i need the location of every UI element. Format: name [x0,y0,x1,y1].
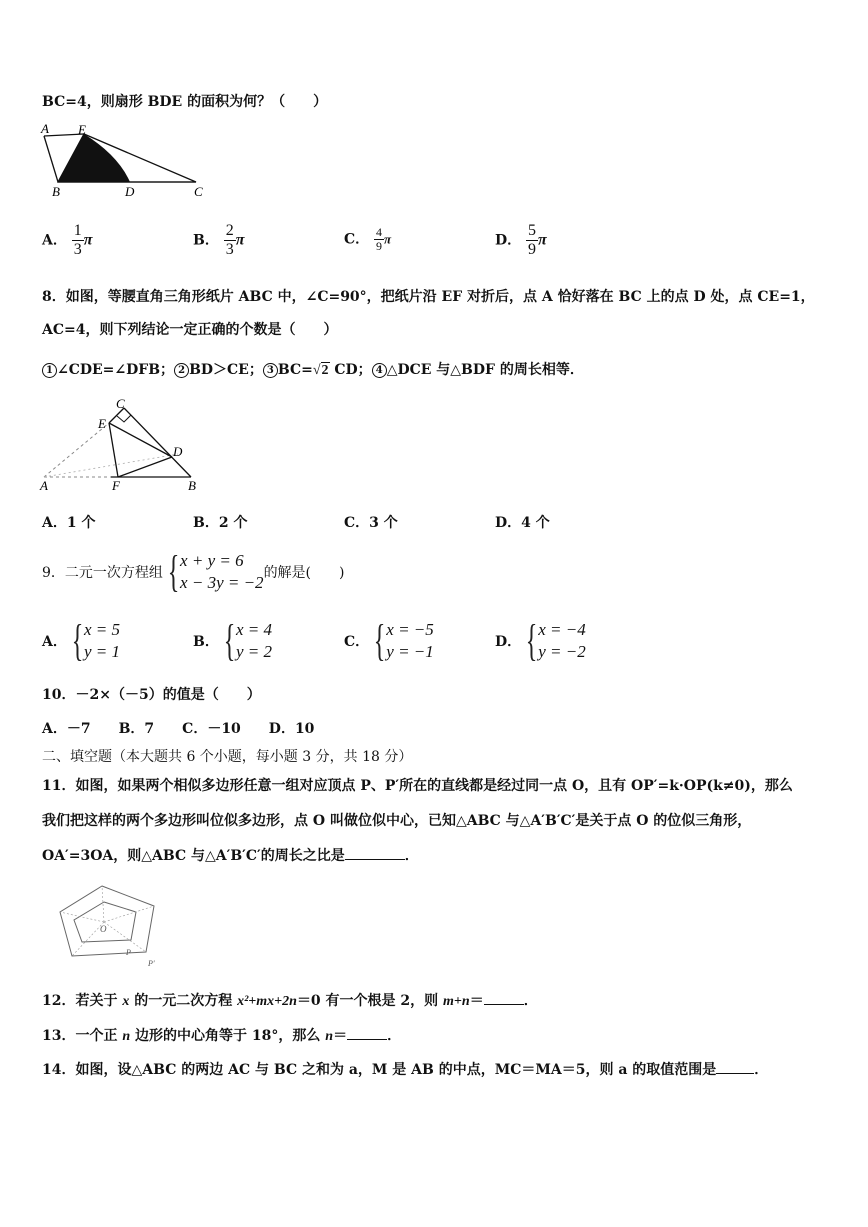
q8-line1: 8．如图，等腰直角三角形纸片 ABC 中，∠C=90°，把纸片沿 EF 对折后，点 A 恰好落在 BC 上的点 D 处，点 CE=1， [42,289,815,305]
q9-stem: 9．二元一次方程组 { x + y = 6 x − 3y = −2 的解是( ) [42,547,345,596]
answer-blank[interactable] [716,1073,754,1074]
q11-line1: 11．如图，如果两个相似多边形任意一组对应顶点 P、P′所在的直线都是经过同一点 O，且有 OP′=k·OP(k≠0)，那么 [42,778,793,794]
q10-stem: 10．－2×（－5）的值是（ ） [42,687,261,703]
q9-option-a: A． { x = 5 y = 1 [42,616,121,665]
section-heading: 二、填空题（本大题共 6 个小题，每小题 3 分，共 18 分） [42,749,413,765]
answer-blank[interactable] [484,1004,524,1005]
q7-label-c: C [194,184,203,199]
q8-option-d: D．4 个 [495,515,550,531]
q8-conclusions: 1 ∠CDE=∠DFB； 2 BD＞CE； 3 BC=√2 CD； 4 △DCE 与△BDF 的周长相等． [42,359,584,379]
q8-label-c: C [116,396,125,411]
q11-label-p: P [126,948,131,957]
q9-option-b: B． { x = 4 y = 2 [193,616,272,665]
q11-line2: 我们把这样的两个多边形叫位似多边形，点 O 叫做位似中心，已知△ABC 与△A′B′C′是关于点 O 的位似三角形， [42,813,752,829]
q8-figure [36,396,206,496]
q7-stem: BC=4，则扇形 BDE 的面积为何？（ ） [42,94,328,110]
q11-figure [50,880,165,970]
q14-stem: 14．如图，设△ABC 的两边 AC 与 BC 之和为 a，M 是 AB 的中点，MC＝MA＝5，则 a 的取值范围是 ． [42,1062,769,1078]
q11-label-o: O [100,924,107,934]
q7-label-e: E [78,122,86,137]
answer-blank[interactable] [347,1039,387,1040]
q12-stem: 12．若关于 x 的一元二次方程 x²+mx+2n＝0 有一个根是 2，则 m+n＝ ． [42,993,538,1009]
circled-2: 2 [174,363,189,378]
q8-label-d: D [173,444,183,459]
q8-option-b: B．2 个 [193,515,248,531]
q7-label-d: D [125,184,135,199]
q8-label-e: E [98,416,106,431]
q9-option-c: C． { x = −5 y = −1 [344,616,434,665]
q9-option-d: D． { x = −4 y = −2 [495,616,586,665]
q7-figure [38,120,213,202]
q7-option-d: D． $\frac{5}{9}$ π [495,222,547,258]
q7-label-a: A [41,121,49,136]
q11-line3: OA′=3OA，则△ABC 与△A′B′C′的周长之比是 ． [42,848,419,864]
q8-label-f: F [112,478,120,493]
q8-option-c: C．3 个 [344,515,398,531]
q7-option-c: C． $\frac{4}{9}$ π [344,225,392,253]
q8-label-a: A [40,478,48,493]
q7-option-b: B． $\frac{2}{3}$ π [193,222,245,258]
q8-line2: AC=4，则下列结论一定正确的个数是（ ） [42,322,338,338]
circled-4: 4 [372,363,387,378]
q8-label-b: B [188,478,196,493]
q13-stem: 13．一个正 n 边形的中心角等于 18°，那么 n＝ ． [42,1028,402,1044]
answer-blank[interactable] [345,859,405,860]
circled-3: 3 [263,363,278,378]
circled-1: 1 [42,363,57,378]
q7-label-b: B [52,184,60,199]
q8-option-a: A．1 个 [42,515,96,531]
q7-option-a: A． $\frac{1}{3}$ π [42,222,93,258]
q10-options: A．－7 B．7 C．－10 D．10 [42,721,315,737]
q11-label-p-prime: P′ [148,959,155,968]
